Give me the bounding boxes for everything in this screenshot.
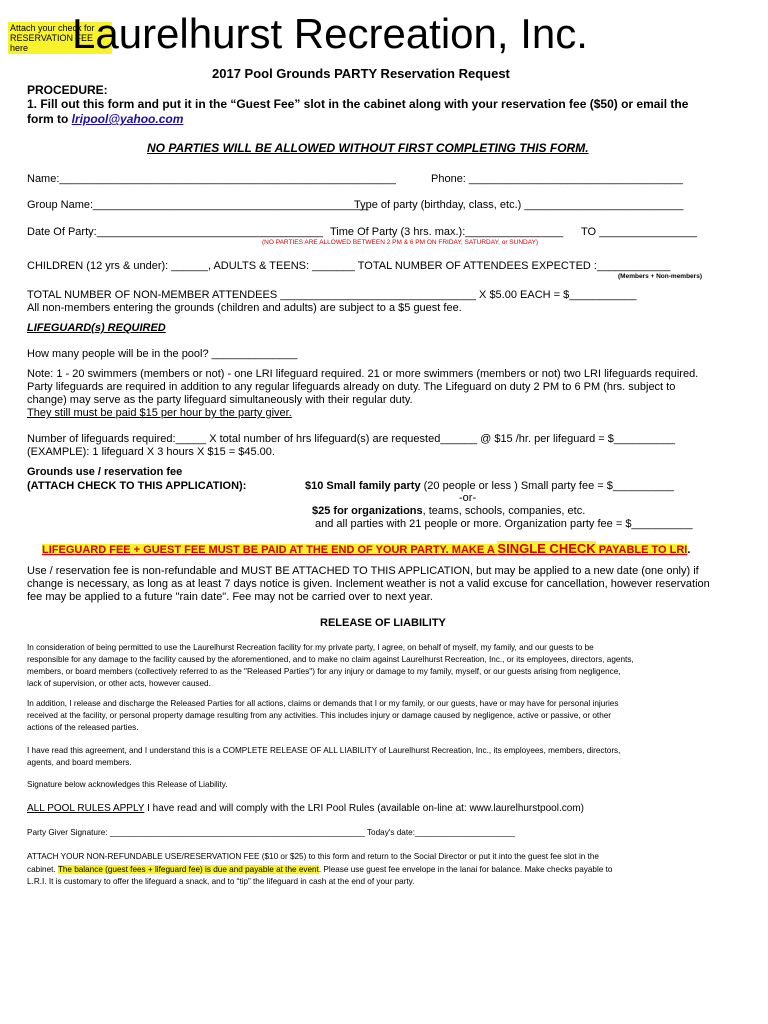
small-party-label: $10 Small family party (305, 480, 421, 492)
lifeguard-note-4: They still must be paid $15 per hour by the party giver. (27, 407, 292, 419)
guest-fee-note: All non-members entering the grounds (children and adults) are subject to a $5 guest fee. (27, 302, 462, 314)
use-fee-line-3: fee may be applied to a future "rain date". Fee may not be carried over to next year. (27, 591, 433, 603)
non-member-field[interactable]: TOTAL NUMBER OF NON-MEMBER ATTENDEES ________________________________ X $5.00 EACH = $___________ (27, 289, 637, 301)
attendee-counts-field[interactable]: CHILDREN (12 yrs & under): ______, ADULTS & TEENS: _______ TOTAL NUMBER OF ATTENDEES EXPECTED :____________ (27, 260, 671, 272)
procedure-heading: PROCEDURE: (27, 83, 108, 97)
lifeguard-note-2: Party lifeguards are required in addition to any regular lifeguards already on duty. The Lifeguard on duty 2 PM to 6 PM (hrs. subject to (27, 381, 676, 393)
time-restriction-note: (NO PARTIES ARE ALLOWED BETWEEN 2 PM & 6 PM ON FRIDAY, SATURDAY, or SUNDAY) (262, 239, 539, 246)
party-type-field[interactable]: Type of party (birthday, class, etc.) __________________________ (354, 199, 684, 211)
group-name-field[interactable]: Group Name:_____________________________________________ (27, 199, 369, 211)
release-p2-line: In addition, I release and discharge the Released Parties for all actions, claims or demands that I or my family, or our guests, have or may have for personal injuries (27, 699, 619, 708)
party-time-to-field[interactable]: TO ________________ (581, 226, 698, 238)
attach-line-2c: . Please use guest fee envelope in the lanai for balance. Make checks payable to (318, 864, 613, 874)
lifeguard-calc-field[interactable]: Number of lifeguards required:_____ X total number of hrs lifeguard(s) are requested______ @ $15 /hr. per lifeguard = $__________ (27, 433, 676, 445)
release-paragraph-1 (27, 642, 634, 690)
org-party-line (312, 505, 585, 517)
small-party-rest: (20 people or less ) Small party fee = $__________ (423, 480, 675, 492)
release-paragraph-2 (27, 698, 618, 734)
lifeguard-note-1: Note: 1 - 20 swimmers (members or not) - one LRI lifeguard required. 21 or more swimmers (members or not) two LRI lifeguards required. (27, 368, 699, 380)
release-p1-line: lack of supervision, or other acts, however caused. (27, 679, 211, 688)
org-party-rest: , teams, schools, companies, etc. (422, 505, 586, 517)
balance-due-highlight: The balance (guest fees + lifeguard fee) is due and payable at the event (57, 864, 319, 874)
sticky-note: Attach your check for RESERVATION FEE here (8, 22, 112, 54)
org-party-label: $25 for organizations (312, 505, 423, 517)
lifeguard-example: (EXAMPLE): 1 lifeguard X 3 hours X $15 = $45.00. (27, 446, 275, 458)
pool-rules-text: I have read and will comply with the LRI Pool Rules (available on-line at: www.laurelhurstpool.com) (144, 803, 584, 814)
release-p1-line: members, or board members (collectively referred to as the "Released Parties") for any injury or damage to my family, myself, or our guests arising from negligence, (27, 667, 621, 676)
lifeguard-note-3: change) may serve as the party lifeguard simultaneously with their regular duty. (27, 394, 413, 406)
single-check-notice: LIFEGUARD FEE + GUEST FEE MUST BE PAID AT THE END OF YOUR PARTY. MAKE A SINGLE CHECK PAYABLE TO LRI. (42, 541, 691, 556)
small-party-fee-field[interactable] (305, 480, 674, 492)
release-p1-line: responsible for any damage to the facility caused by the aforementioned, and to make no claim against Laurelhurst Recreation, Inc., or its employees, directors, agents, (27, 655, 634, 664)
org-party-fee-field[interactable]: and all parties with 21 people or more. Organization party fee = $__________ (315, 518, 693, 530)
lifeguard-heading: LIFEGUARD(s) REQUIRED (27, 322, 166, 334)
email-link[interactable]: lripool@yahoo.com (71, 112, 184, 126)
form-title: 2017 Pool Grounds PARTY Reservation Request (212, 66, 510, 81)
procedure-step1-cont (27, 112, 183, 126)
single-check-emphasis: SINGLE CHECK (497, 541, 596, 556)
release-p3-line: agents, and board members. (27, 758, 132, 767)
release-p1-line: In consideration of being permitted to use the Laurelhurst Recreation facility for my private party, I agree, on behalf of myself, my family, and our guests to be (27, 643, 594, 652)
procedure-step1-text: form to (27, 112, 69, 126)
name-field[interactable]: Name:_______________________________________________________ (27, 173, 396, 185)
pool-count-field[interactable]: How many people will be in the pool? ______________ (27, 348, 298, 360)
release-p2-line: received at the facility, or personal property damage resulting from any activities. This includes injury or damage caused by negligence, active or passive, or other (27, 711, 612, 720)
use-fee-line-1: Use / reservation fee is non-refundable and MUST BE ATTACHED TO THIS APPLICATION, but may be applied to a new date (one only) if (27, 565, 699, 577)
grounds-heading: Grounds use / reservation fee (27, 466, 183, 478)
release-heading: RELEASE OF LIABILITY (320, 617, 446, 629)
phone-field[interactable]: Phone: ___________________________________ (431, 173, 684, 185)
or-separator: -or- (459, 492, 477, 504)
release-signature-ack: Signature below acknowledges this Release of Liability. (27, 780, 228, 789)
release-p3-line: I have read this agreement, and I understand this is a COMPLETE RELEASE OF ALL LIABILITY of Laurelhurst Recreation, Inc., its employees, members, directors, (27, 746, 621, 755)
attach-line-2 (27, 864, 612, 877)
signature-field[interactable]: Party Giver Signature: ________________________________________________________ Today's date:______________________ (27, 828, 516, 837)
party-time-field[interactable]: Time Of Party (3 hrs. max.):________________ (330, 226, 564, 238)
warning-text: NO PARTIES WILL BE ALLOWED WITHOUT FIRST COMPLETING THIS FORM. (147, 141, 589, 155)
grounds-attach-note: (ATTACH CHECK TO THIS APPLICATION): (27, 480, 247, 492)
pool-rules-line (27, 803, 584, 814)
attach-line-1: ATTACH YOUR NON-REFUNDABLE USE/RESERVATION FEE ($10 or $25) to this form and return to the Social Director or put it into the guest fee slot in the (27, 852, 599, 861)
single-check-text-1: LIFEGUARD FEE + GUEST FEE MUST BE PAID AT THE END OF YOUR PARTY. MAKE A (42, 544, 498, 556)
attach-instructions (27, 851, 612, 889)
use-fee-line-2: change is necessary, as long as at least 7 days notice is given. Inclement weather is not a valid excuse for cancellation, however reservation (27, 578, 710, 590)
attendees-note: (Members + Non-members) (618, 273, 702, 280)
org-name: Laurelhurst Recreation, Inc. (72, 10, 588, 57)
pool-rules-label: ALL POOL RULES APPLY (27, 803, 145, 814)
party-date-field[interactable]: Date Of Party:_____________________________________ (27, 226, 324, 238)
release-p2-line: actions of the released parties. (27, 723, 139, 732)
procedure-step1: 1. Fill out this form and put it in the “Guest Fee” slot in the cabinet along with your reservation fee ($50) or email the (27, 97, 689, 111)
release-paragraph-3 (27, 745, 620, 769)
single-check-text-2: PAYABLE TO LRI (595, 544, 688, 556)
attach-line-2a: cabinet. (27, 864, 58, 874)
attach-line-3: L.R.I. It is customary to offer the lifeguard a snack, and to “tip” the lifeguard in cash at the end of your party. (27, 877, 415, 886)
